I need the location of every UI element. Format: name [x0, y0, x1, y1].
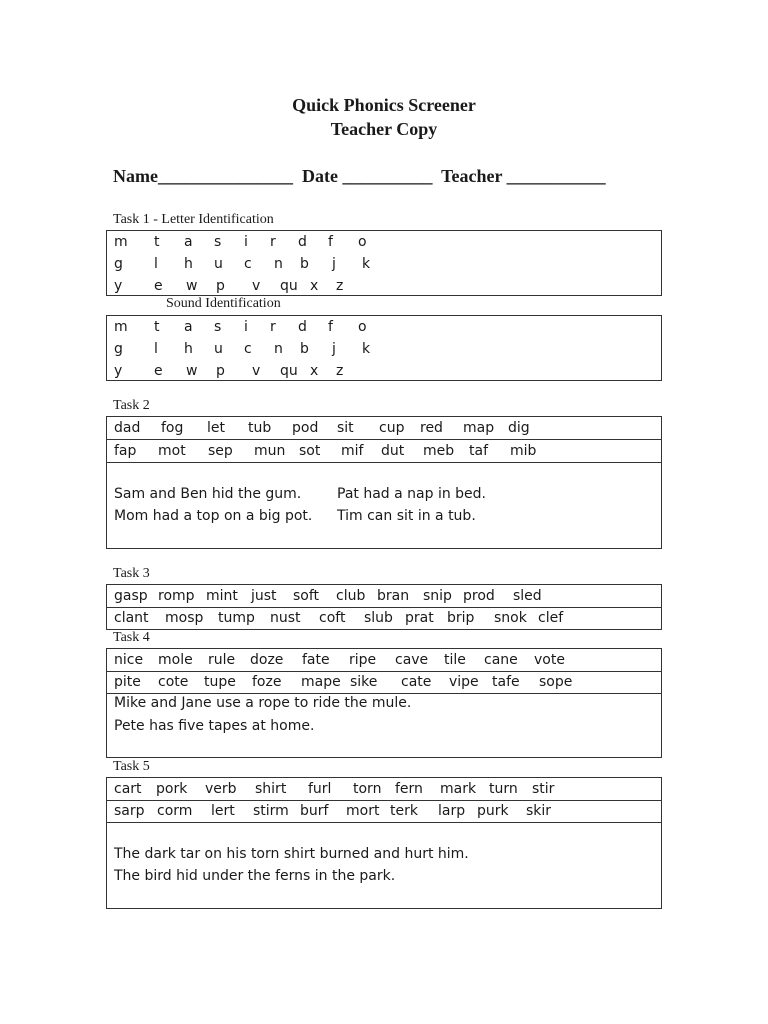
word-row: [107, 418, 661, 438]
word-item: t: [154, 234, 160, 250]
word-item: gasp: [114, 588, 148, 604]
word-item: fate: [302, 652, 330, 668]
word-item: dad: [114, 420, 141, 436]
word-item: sot: [299, 443, 321, 459]
word-item: tub: [248, 420, 272, 436]
word-item: qu: [280, 278, 298, 294]
word-item: m: [114, 319, 128, 335]
word-item: cave: [395, 652, 429, 668]
sentence: The bird hid under the ferns in the park.: [114, 868, 396, 884]
word-row: [107, 779, 661, 799]
word-item: o: [358, 234, 367, 250]
word-item: rule: [208, 652, 236, 668]
word-item: coft: [319, 610, 346, 626]
word-item: sit: [337, 420, 354, 436]
word-item: y: [114, 278, 123, 294]
word-item: i: [244, 319, 248, 335]
word-item: j: [332, 256, 336, 272]
word-item: soft: [293, 588, 320, 604]
word-item: w: [186, 363, 198, 379]
word-item: slub: [364, 610, 393, 626]
word-item: shirt: [255, 781, 287, 797]
word-item: taf: [469, 443, 488, 459]
page-subtitle: Teacher Copy: [330, 119, 438, 139]
word-item: w: [186, 278, 198, 294]
word-row: [107, 650, 661, 670]
letter-row: [107, 232, 661, 252]
letter-id-box: [106, 230, 662, 296]
word-item: mark: [440, 781, 477, 797]
word-item: f: [328, 234, 333, 250]
word-item: tafe: [492, 674, 520, 690]
word-item: z: [336, 278, 344, 294]
word-item: f: [328, 319, 333, 335]
word-item: g: [114, 341, 123, 357]
word-item: mort: [346, 803, 380, 819]
word-item: turn: [489, 781, 518, 797]
task2-box: [106, 416, 662, 549]
word-item: club: [336, 588, 366, 604]
word-item: snip: [423, 588, 452, 604]
word-item: cate: [401, 674, 432, 690]
word-item: verb: [205, 781, 237, 797]
word-row: [107, 608, 661, 628]
word-item: let: [207, 420, 225, 436]
word-item: mape: [301, 674, 341, 690]
word-item: e: [154, 363, 163, 379]
word-item: o: [358, 319, 367, 335]
word-item: mole: [158, 652, 193, 668]
word-item: b: [300, 256, 309, 272]
word-item: j: [332, 341, 336, 357]
word-row: [107, 441, 661, 461]
word-item: dig: [508, 420, 530, 436]
word-item: fog: [161, 420, 184, 436]
word-item: cane: [484, 652, 518, 668]
word-item: foze: [252, 674, 282, 690]
letter-row: [107, 361, 661, 381]
task4-label: Task 4: [113, 630, 150, 645]
word-row: [107, 801, 661, 821]
name-date-teacher-line: Name_______________ Date __________ Teacher ___________: [113, 166, 606, 186]
word-item: r: [270, 234, 276, 250]
word-row: [107, 672, 661, 692]
word-item: mif: [341, 443, 364, 459]
word-item: corm: [157, 803, 193, 819]
sentence: Pete has five tapes at home.: [114, 718, 315, 734]
word-item: tump: [218, 610, 255, 626]
word-item: tupe: [204, 674, 236, 690]
word-item: prat: [405, 610, 434, 626]
word-item: d: [298, 234, 307, 250]
word-item: sope: [539, 674, 573, 690]
word-item: terk: [390, 803, 418, 819]
word-item: z: [336, 363, 344, 379]
word-item: cote: [158, 674, 189, 690]
word-item: brip: [447, 610, 475, 626]
word-item: r: [270, 319, 276, 335]
word-item: d: [298, 319, 307, 335]
word-item: meb: [423, 443, 455, 459]
word-item: n: [274, 256, 283, 272]
sentence: Sam and Ben hid the gum.: [114, 486, 302, 502]
word-item: e: [154, 278, 163, 294]
word-item: sarp: [114, 803, 145, 819]
word-item: dut: [381, 443, 405, 459]
word-item: sled: [513, 588, 542, 604]
word-item: stirm: [253, 803, 289, 819]
word-item: sike: [350, 674, 378, 690]
letter-row: [107, 254, 661, 274]
word-row: [107, 586, 661, 606]
word-item: pod: [292, 420, 319, 436]
word-item: x: [310, 363, 319, 379]
word-item: p: [216, 363, 225, 379]
sound-id-label: Sound Identification: [166, 296, 281, 311]
word-item: h: [184, 256, 193, 272]
word-item: lert: [211, 803, 235, 819]
word-item: m: [114, 234, 128, 250]
page-title: Quick Phonics Screener: [292, 95, 476, 115]
word-item: l: [154, 256, 158, 272]
row-divider: [107, 462, 661, 463]
task1-label: Task 1 - Letter Identification: [113, 212, 274, 227]
word-item: larp: [438, 803, 466, 819]
word-item: v: [252, 363, 261, 379]
row-divider: [107, 439, 661, 440]
task5-label: Task 5: [113, 759, 150, 774]
word-item: mint: [206, 588, 238, 604]
word-item: i: [244, 234, 248, 250]
word-item: mun: [254, 443, 286, 459]
task5-box: [106, 777, 662, 909]
word-item: red: [420, 420, 443, 436]
sentence: Mike and Jane use a rope to ride the mule.: [114, 695, 412, 711]
row-divider: [107, 693, 661, 694]
word-item: snok: [494, 610, 527, 626]
word-item: fern: [395, 781, 423, 797]
word-item: s: [214, 319, 222, 335]
word-item: nust: [270, 610, 301, 626]
word-item: burf: [300, 803, 329, 819]
word-item: pork: [156, 781, 188, 797]
letter-row: [107, 339, 661, 359]
word-item: n: [274, 341, 283, 357]
word-item: doze: [250, 652, 284, 668]
word-item: bran: [377, 588, 410, 604]
word-item: qu: [280, 363, 298, 379]
task3-box: [106, 584, 662, 630]
word-item: c: [244, 256, 252, 272]
word-item: k: [362, 341, 371, 357]
word-item: c: [244, 341, 252, 357]
word-item: clef: [538, 610, 564, 626]
word-item: a: [184, 319, 193, 335]
word-item: furl: [308, 781, 332, 797]
task2-label: Task 2: [113, 398, 150, 413]
word-item: nice: [114, 652, 144, 668]
word-item: prod: [463, 588, 495, 604]
word-item: u: [214, 341, 223, 357]
letter-row: [107, 276, 661, 296]
word-item: b: [300, 341, 309, 357]
task4-box: [106, 648, 662, 758]
word-item: p: [216, 278, 225, 294]
word-item: skir: [526, 803, 552, 819]
sentence: Tim can sit in a tub.: [337, 508, 476, 524]
word-item: ripe: [349, 652, 377, 668]
word-item: x: [310, 278, 319, 294]
word-item: v: [252, 278, 261, 294]
word-item: romp: [158, 588, 195, 604]
sentence: The dark tar on his torn shirt burned and hurt him.: [114, 846, 469, 862]
word-item: vote: [534, 652, 565, 668]
word-item: torn: [353, 781, 382, 797]
word-item: map: [463, 420, 495, 436]
word-item: stir: [532, 781, 555, 797]
word-item: y: [114, 363, 123, 379]
letter-row: [107, 317, 661, 337]
word-item: cup: [379, 420, 405, 436]
task3-label: Task 3: [113, 566, 150, 581]
word-item: mot: [158, 443, 186, 459]
word-item: t: [154, 319, 160, 335]
word-item: u: [214, 256, 223, 272]
word-item: g: [114, 256, 123, 272]
word-item: l: [154, 341, 158, 357]
word-item: a: [184, 234, 193, 250]
word-item: mosp: [165, 610, 204, 626]
word-item: tile: [444, 652, 466, 668]
row-divider: [107, 822, 661, 823]
sentence: Mom had a top on a big pot.: [114, 508, 313, 524]
word-item: k: [362, 256, 371, 272]
sentence: Pat had a nap in bed.: [337, 486, 486, 502]
word-item: sep: [208, 443, 233, 459]
word-item: pite: [114, 674, 141, 690]
word-item: h: [184, 341, 193, 357]
word-item: s: [214, 234, 222, 250]
word-item: clant: [114, 610, 149, 626]
word-item: just: [251, 588, 277, 604]
word-item: mib: [510, 443, 537, 459]
sound-id-box: [106, 315, 662, 381]
word-item: fap: [114, 443, 137, 459]
word-item: cart: [114, 781, 142, 797]
word-item: purk: [477, 803, 509, 819]
word-item: vipe: [449, 674, 479, 690]
